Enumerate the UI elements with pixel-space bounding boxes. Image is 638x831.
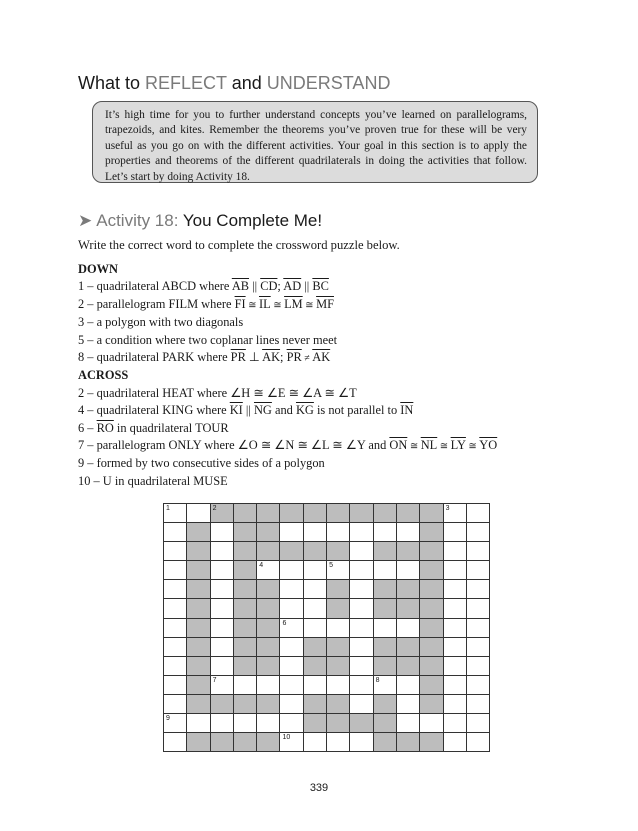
crossword-cell[interactable] xyxy=(211,542,234,561)
relation: ; xyxy=(277,279,284,294)
clue-across-2: 2 – quadrilateral HEAT where ∠H ≅ ∠E ≅ ∠A ≅ ∠T xyxy=(78,385,357,400)
segment: $\overline{FI}$ xyxy=(234,296,246,311)
instructions: Write the correct word to complete the crossword puzzle below. xyxy=(78,238,400,252)
crossword-cell[interactable] xyxy=(280,561,303,580)
clue-down-8 xyxy=(78,349,497,367)
crossword-cell[interactable] xyxy=(397,619,420,638)
crossword-cell[interactable] xyxy=(444,561,467,580)
crossword-cell[interactable] xyxy=(467,733,490,752)
crossword-block xyxy=(397,580,420,599)
segment: $\overline{AK}$ xyxy=(312,350,331,365)
crossword-block xyxy=(327,599,350,618)
intro-text: It’s high time for you to further understand concepts you’ve learned on parallelograms, trapezoids, and kites. Remember the theorems you’ve proven true for these will be very useful as you go on with the different activities. Your goal in this section is to apply the properties and theorems of the different quadrilaterals in doing the activities that follow. Let’s start by doing Activity 18. xyxy=(105,109,527,183)
relation: ≅ xyxy=(437,441,451,453)
crossword-cell[interactable] xyxy=(211,714,234,733)
crossword-block xyxy=(187,542,210,561)
crossword-block xyxy=(374,542,397,561)
crossword-block xyxy=(374,638,397,657)
section-title-understand: UNDERSTAND xyxy=(266,73,391,93)
crossword-cell[interactable] xyxy=(444,523,467,542)
crossword-block xyxy=(420,561,443,580)
crossword-cell[interactable] xyxy=(280,676,303,695)
crossword-cell[interactable] xyxy=(444,714,467,733)
crossword-block xyxy=(327,580,350,599)
segment: $\overline{PR}$ xyxy=(230,350,246,365)
crossword-block xyxy=(304,657,327,676)
crossword-block xyxy=(211,504,234,523)
crossword-cell[interactable] xyxy=(467,542,490,561)
crossword-cell[interactable] xyxy=(164,542,187,561)
crossword-block xyxy=(420,542,443,561)
crossword-block xyxy=(420,733,443,752)
crossword-cell[interactable] xyxy=(467,523,490,542)
crossword-block xyxy=(420,619,443,638)
crossword-block xyxy=(397,657,420,676)
crossword-cell[interactable] xyxy=(350,561,373,580)
segment: $\overline{YO}$ xyxy=(479,438,498,453)
crossword-cell[interactable] xyxy=(444,695,467,714)
crossword-block xyxy=(257,542,280,561)
crossword-cell[interactable] xyxy=(467,676,490,695)
relation: ≅ xyxy=(407,441,421,453)
relation: ≠ xyxy=(301,353,313,365)
crossword-block xyxy=(257,580,280,599)
crossword-block xyxy=(420,523,443,542)
clue-number: 4 xyxy=(259,562,264,570)
segment: $\overline{PR}$ xyxy=(286,350,302,365)
crossword-cell[interactable] xyxy=(444,542,467,561)
crossword-block xyxy=(211,695,234,714)
segment: $\overline{AK}$ xyxy=(262,350,281,365)
activity-title xyxy=(78,211,322,231)
segment: $\overline{NG}$ xyxy=(253,403,272,418)
crossword-cell[interactable] xyxy=(164,733,187,752)
crossword-block xyxy=(374,695,397,714)
clue-across-6 xyxy=(78,420,497,437)
clue-number: 2 xyxy=(212,505,217,512)
crossword-cell[interactable] xyxy=(304,619,327,638)
crossword-cell[interactable] xyxy=(304,523,327,542)
crossword-block xyxy=(350,504,373,523)
crossword-cell[interactable] xyxy=(280,638,303,657)
intro-box xyxy=(92,101,538,183)
crossword-cell[interactable] xyxy=(467,657,490,676)
crossword-cell[interactable] xyxy=(164,504,187,523)
crossword-block xyxy=(327,714,350,733)
crossword-block xyxy=(374,733,397,752)
relation: is not parallel to xyxy=(313,403,401,418)
clue-down-5: 5 – a condition where two coplanar lines never meet xyxy=(78,332,338,347)
crossword-cell[interactable] xyxy=(211,619,234,638)
section-title xyxy=(78,73,390,94)
crossword-cell[interactable] xyxy=(350,542,373,561)
crossword-block xyxy=(327,638,350,657)
crossword-cell[interactable] xyxy=(374,561,397,580)
clue-number: 10 xyxy=(282,734,291,742)
crossword-block xyxy=(350,714,373,733)
crossword-cell[interactable] xyxy=(327,561,350,580)
crossword-block xyxy=(187,561,210,580)
crossword-cell[interactable] xyxy=(444,676,467,695)
activity-name: You Complete Me! xyxy=(182,211,323,230)
across-heading: ACROSS xyxy=(78,368,129,383)
crossword-cell[interactable] xyxy=(374,523,397,542)
crossword-cell[interactable] xyxy=(280,580,303,599)
section-title-part: and xyxy=(226,73,267,93)
crossword-cell[interactable] xyxy=(467,599,490,618)
segment: $\overline{BC}$ xyxy=(312,279,329,294)
crossword-block xyxy=(280,542,303,561)
clue-number: 3 xyxy=(445,505,450,512)
clue-across-9: 9 – formed by two consecutive sides of a polygon xyxy=(78,456,325,471)
crossword-cell[interactable] xyxy=(397,695,420,714)
crossword-cell[interactable] xyxy=(257,714,280,733)
segment: $\overline{KG}$ xyxy=(295,403,314,418)
relation: ≅ xyxy=(302,299,317,311)
crossword-block xyxy=(397,733,420,752)
crossword-cell[interactable] xyxy=(164,657,187,676)
crossword-cell[interactable] xyxy=(304,561,327,580)
segment: $\overline{IN}$ xyxy=(400,403,414,418)
crossword-cell[interactable] xyxy=(350,638,373,657)
crossword-cell[interactable] xyxy=(164,561,187,580)
crossword-block xyxy=(304,504,327,523)
crossword-cell[interactable] xyxy=(211,599,234,618)
crossword-cell[interactable] xyxy=(327,619,350,638)
crossword-cell[interactable] xyxy=(234,676,257,695)
crossword-block xyxy=(234,733,257,752)
crossword-block xyxy=(234,542,257,561)
crossword-block xyxy=(234,657,257,676)
crossword-cell[interactable] xyxy=(420,714,443,733)
crossword-block xyxy=(420,695,443,714)
crossword-cell[interactable] xyxy=(280,695,303,714)
crossword-block xyxy=(420,504,443,523)
crossword-block xyxy=(327,695,350,714)
clue-across-10: 10 – U in quadrilateral MUSE xyxy=(78,473,228,488)
crossword-block xyxy=(211,733,234,752)
segment: $\overline{AB}$ xyxy=(231,279,250,294)
crossword-cell[interactable] xyxy=(444,504,467,523)
crossword-block xyxy=(187,695,210,714)
crossword-cell[interactable] xyxy=(304,599,327,618)
crossword-cell[interactable] xyxy=(164,676,187,695)
clue-down-2 xyxy=(78,296,497,314)
crossword-block xyxy=(374,580,397,599)
crossword-cell[interactable] xyxy=(164,619,187,638)
crossword-cell[interactable] xyxy=(304,580,327,599)
relation: ≅ xyxy=(270,299,285,311)
crossword-cell[interactable] xyxy=(164,714,187,733)
crossword-block xyxy=(257,695,280,714)
crossword-block xyxy=(234,580,257,599)
crossword-cell[interactable] xyxy=(164,599,187,618)
crossword-cell[interactable] xyxy=(467,580,490,599)
crossword-block xyxy=(257,523,280,542)
segment: $\overline{LM}$ xyxy=(284,296,303,311)
crossword-block xyxy=(234,619,257,638)
crossword-block xyxy=(187,523,210,542)
crossword-cell[interactable] xyxy=(211,580,234,599)
crossword-block xyxy=(420,599,443,618)
crossword-cell[interactable] xyxy=(467,695,490,714)
clue-down-1 xyxy=(78,278,497,295)
clue-text: in quadrilateral TOUR xyxy=(113,420,229,435)
crossword-block xyxy=(304,638,327,657)
crossword-block xyxy=(327,504,350,523)
crossword-cell[interactable] xyxy=(187,714,210,733)
crossword-block xyxy=(397,504,420,523)
crossword-block xyxy=(420,657,443,676)
crossword-cell[interactable] xyxy=(211,676,234,695)
crossword-cell[interactable] xyxy=(350,657,373,676)
crossword-cell[interactable] xyxy=(234,714,257,733)
crossword-block xyxy=(257,599,280,618)
crossword-block xyxy=(257,619,280,638)
crossword-block xyxy=(304,542,327,561)
crossword-cell[interactable] xyxy=(304,733,327,752)
crossword-block xyxy=(397,599,420,618)
crossword-cell[interactable] xyxy=(350,580,373,599)
clue-number: 9 xyxy=(166,715,170,723)
crossword-cell[interactable] xyxy=(350,619,373,638)
relation: || xyxy=(242,403,254,418)
segment: $\overline{MF}$ xyxy=(316,296,334,311)
crossword-block xyxy=(420,580,443,599)
clue-across-4 xyxy=(78,402,497,419)
clue-number: 7 xyxy=(212,676,217,684)
crossword-cell[interactable] xyxy=(211,561,234,580)
crossword-cell[interactable] xyxy=(374,619,397,638)
crossword-block xyxy=(374,657,397,676)
crossword-cell[interactable] xyxy=(467,619,490,638)
crossword-block xyxy=(187,619,210,638)
relation: ≅ xyxy=(245,299,259,311)
crossword-cell[interactable] xyxy=(164,695,187,714)
crossword-block xyxy=(187,657,210,676)
crossword-cell[interactable] xyxy=(350,733,373,752)
crossword-cell[interactable] xyxy=(257,561,280,580)
clue-text: 8 – quadrilateral PARK where xyxy=(78,350,231,365)
clue-text: 7 – parallelogram ONLY where ∠O ≅ ∠N ≅ ∠L ≅ ∠Y and xyxy=(78,438,390,453)
segment: $\overline{KI}$ xyxy=(229,403,243,418)
crossword-block xyxy=(234,504,257,523)
clues-list xyxy=(78,261,497,490)
segment: $\overline{IL}$ xyxy=(258,296,271,311)
crossword-block xyxy=(257,657,280,676)
segment: $\overline{CD}$ xyxy=(260,279,278,294)
crossword-cell[interactable] xyxy=(397,676,420,695)
activity-label: Activity 18: xyxy=(96,211,183,230)
crossword-block xyxy=(374,714,397,733)
crossword-block xyxy=(304,695,327,714)
crossword-block xyxy=(420,638,443,657)
crossword-cell[interactable] xyxy=(327,676,350,695)
crossword-block xyxy=(397,638,420,657)
crossword-block xyxy=(257,638,280,657)
crossword-cell[interactable] xyxy=(467,504,490,523)
relation: and xyxy=(271,403,296,418)
relation: ⊥ xyxy=(245,350,263,365)
crossword-block xyxy=(234,523,257,542)
crossword-block xyxy=(187,599,210,618)
crossword-block xyxy=(257,504,280,523)
segment: $\overline{RO}$ xyxy=(96,420,114,435)
crossword-cell[interactable] xyxy=(350,599,373,618)
crossword-block xyxy=(187,580,210,599)
crossword-cell[interactable] xyxy=(327,523,350,542)
crossword-cell[interactable] xyxy=(467,561,490,580)
crossword-cell[interactable] xyxy=(397,714,420,733)
crossword-cell[interactable] xyxy=(350,523,373,542)
page-number: 339 xyxy=(309,782,329,794)
crossword-cell[interactable] xyxy=(350,695,373,714)
crossword-cell[interactable] xyxy=(211,638,234,657)
clue-text: 4 – quadrilateral KING where xyxy=(78,403,230,418)
crossword-block xyxy=(187,676,210,695)
crossword-block xyxy=(187,638,210,657)
crossword-block xyxy=(280,504,303,523)
crossword-cell[interactable] xyxy=(397,523,420,542)
crossword-cell[interactable] xyxy=(374,676,397,695)
crossword-block xyxy=(234,695,257,714)
crossword-block xyxy=(304,714,327,733)
crossword-cell[interactable] xyxy=(280,733,303,752)
crossword-cell[interactable] xyxy=(444,580,467,599)
crossword-cell[interactable] xyxy=(467,638,490,657)
crossword-cell[interactable] xyxy=(280,619,303,638)
clue-number: 5 xyxy=(329,562,333,570)
clue-number: 1 xyxy=(166,505,170,512)
relation: || xyxy=(301,279,313,294)
clue-text: 1 – quadrilateral ABCD where xyxy=(78,279,232,294)
crossword-cell[interactable] xyxy=(444,599,467,618)
crossword-cell[interactable] xyxy=(280,657,303,676)
crossword-cell[interactable] xyxy=(164,580,187,599)
crossword-cell[interactable] xyxy=(164,523,187,542)
section-title-reflect: REFLECT xyxy=(145,73,227,93)
relation: ; xyxy=(280,350,287,365)
crossword-block xyxy=(257,733,280,752)
segment: $\overline{AD}$ xyxy=(283,279,302,294)
crossword-grid xyxy=(163,503,490,752)
crossword-block xyxy=(234,599,257,618)
crossword-block xyxy=(374,504,397,523)
crossword-cell[interactable] xyxy=(211,523,234,542)
crossword-cell[interactable] xyxy=(444,733,467,752)
clue-across-7 xyxy=(78,437,497,455)
clue-down-3: 3 – a polygon with two diagonals xyxy=(78,315,244,330)
crossword-block xyxy=(187,733,210,752)
crossword-cell[interactable] xyxy=(444,657,467,676)
crossword-block xyxy=(234,561,257,580)
crossword-cell[interactable] xyxy=(257,676,280,695)
relation: ≅ xyxy=(465,441,480,453)
segment: $\overline{NL}$ xyxy=(420,438,438,453)
crossword-block xyxy=(234,638,257,657)
crossword-block xyxy=(327,657,350,676)
segment: $\overline{ON}$ xyxy=(389,438,408,453)
clue-number: 8 xyxy=(375,676,380,684)
clue-number: 6 xyxy=(282,619,287,627)
section-title-part: What to xyxy=(78,73,146,93)
crossword-cell[interactable] xyxy=(187,504,210,523)
crossword-cell[interactable] xyxy=(280,714,303,733)
crossword-block xyxy=(397,542,420,561)
crossword-cell[interactable] xyxy=(397,561,420,580)
crossword-block xyxy=(327,542,350,561)
crossword-cell[interactable] xyxy=(444,638,467,657)
crossword-cell[interactable] xyxy=(304,676,327,695)
crossword-cell[interactable] xyxy=(467,714,490,733)
arrow-icon: ➤ xyxy=(78,211,93,230)
crossword-cell[interactable] xyxy=(444,619,467,638)
crossword-cell[interactable] xyxy=(280,523,303,542)
clue-text: 6 – xyxy=(78,420,97,435)
crossword-cell[interactable] xyxy=(350,676,373,695)
down-heading: DOWN xyxy=(78,262,118,276)
segment: $\overline{LY}$ xyxy=(450,438,466,453)
crossword-block xyxy=(374,599,397,618)
crossword-cell[interactable] xyxy=(211,657,234,676)
relation: || xyxy=(249,279,261,294)
crossword-cell[interactable] xyxy=(280,599,303,618)
crossword-cell[interactable] xyxy=(327,733,350,752)
crossword-cell[interactable] xyxy=(164,638,187,657)
crossword-block xyxy=(420,676,443,695)
clue-text: 2 – parallelogram FILM where xyxy=(78,296,235,311)
